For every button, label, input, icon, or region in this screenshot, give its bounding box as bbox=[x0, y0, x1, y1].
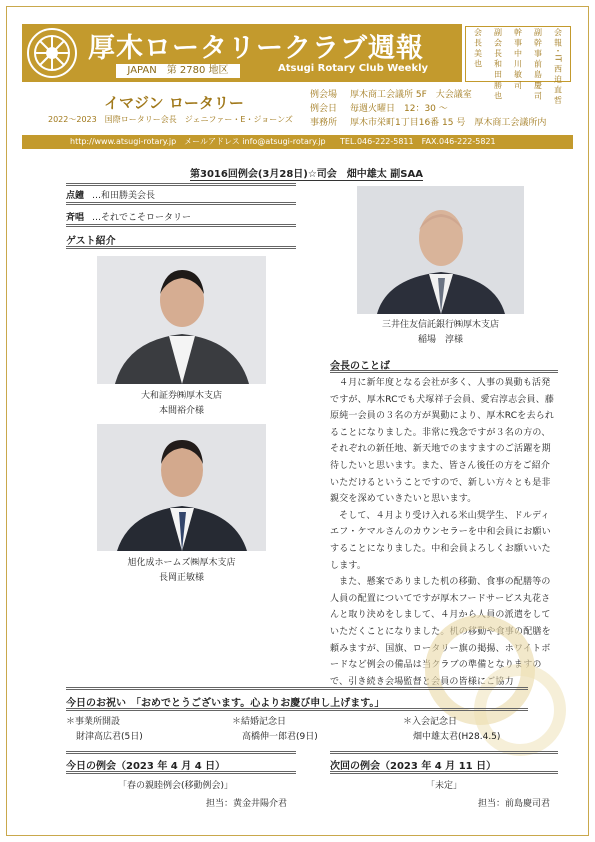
meeting-info-label: 例会日 bbox=[310, 104, 338, 114]
guest-name: 長岡正敏様 bbox=[158, 573, 204, 583]
guest-name: 本間裕介様 bbox=[158, 406, 204, 416]
meeting-info-label: 例会場 bbox=[310, 90, 338, 100]
divider bbox=[66, 183, 296, 186]
speech-paragraph: そして、４月より受け入れる米山奨学生、ドルディエフ・ケマルさんのカウンセラーを中和会員にお願いすることになりました。中和会員よろしくお願いいたします。 bbox=[330, 510, 551, 571]
guest-caption bbox=[97, 556, 266, 586]
rotary-wheel-icon bbox=[26, 27, 78, 79]
celebration-value: 畑中雄太君(H28.4.5) bbox=[413, 732, 501, 742]
officer-entry: 会 報・IT 西 迫 直 哲 bbox=[553, 28, 563, 104]
guest-portrait-icon bbox=[357, 186, 524, 314]
divider bbox=[330, 370, 558, 373]
officer-entry: 会 長 美 也 bbox=[473, 28, 483, 68]
celebration-value: 財津高広君(5日) bbox=[76, 732, 143, 742]
newsletter-title-en: Atsugi Rotary Club Weekly bbox=[278, 63, 429, 74]
guests-heading: ゲスト紹介 bbox=[66, 236, 116, 247]
contact-url[interactable]: http://www.atsugi-rotary.jp メールアドレス info@atsugi-rotary.jp bbox=[70, 137, 326, 146]
divider bbox=[66, 224, 296, 227]
speech-paragraph: また、懸案でありました机の移動、食事の配膳等の人員の配置についてですが厚木フードサービス丸花さんと取り決めをしまして、４月から人員の派遣をしていただくことになりました。机の移動や食事の配膳を頼みますが、国旗、ロータリー旗の掲揚、ホワイトボードなど例会の備品は当クラブの準備となりますので、引き続き会場監督と会員の皆様にご協力 bbox=[330, 577, 551, 687]
celebration-title: ＊事業所開設 bbox=[66, 717, 121, 727]
today-person: 担当：黄金井陽介君 bbox=[206, 799, 288, 809]
today-program: 「春の親睦例会(移動例会)」 bbox=[118, 781, 234, 791]
divider bbox=[66, 751, 296, 754]
divider bbox=[66, 708, 528, 711]
next-program: 「未定」 bbox=[426, 781, 463, 791]
bell-value: …和田勝美会長 bbox=[92, 191, 156, 201]
district-label: JAPAN 第 2780 地区 bbox=[116, 64, 240, 78]
guest-portrait-icon bbox=[97, 256, 266, 384]
celebration-title: ＊入会記念日 bbox=[403, 717, 458, 727]
meeting-info-value: 毎週火曜日 12：30 ～ bbox=[350, 104, 448, 114]
next-person: 担当：前島慶司君 bbox=[478, 799, 551, 809]
guest-photo bbox=[97, 424, 266, 551]
bell-item bbox=[66, 188, 155, 201]
meeting-info bbox=[310, 88, 546, 130]
meeting-info-row bbox=[310, 102, 546, 116]
divider bbox=[330, 751, 558, 754]
divider bbox=[66, 687, 528, 690]
meeting-title: 第3016回例会(3月28日)☆司会 畑中雄太 副SAA bbox=[190, 165, 423, 181]
guest-company: 大和証券㈱厚木支店 bbox=[140, 391, 222, 401]
guest-portrait-icon bbox=[97, 424, 266, 551]
guest-caption bbox=[357, 318, 524, 348]
meeting-info-value: 厚木商工会議所 5F 大会議室 bbox=[350, 90, 472, 100]
divider bbox=[330, 771, 558, 774]
officer-entry: 幹 事 中 川 敏 司 bbox=[513, 28, 523, 89]
officers-box bbox=[465, 26, 571, 104]
song-item bbox=[66, 210, 191, 223]
divider bbox=[66, 246, 296, 249]
meeting-info-value: 厚木市栄町1丁目16番 15 号 厚木商工会議所内 bbox=[350, 118, 547, 128]
guest-company: 旭化成ホームズ㈱厚木支店 bbox=[127, 558, 236, 568]
contact-tel: TEL.046-222-5811 FAX.046-222-5821 bbox=[340, 137, 496, 146]
bell-label: 点鐘 bbox=[66, 191, 85, 201]
song-value: …それでこそロータリー bbox=[92, 213, 192, 223]
guest-caption bbox=[97, 389, 266, 419]
speech-paragraph: ４月に新年度となる会社が多く、人事の異動も活発ですが、厚木RCでも犬塚祥子会員、愛宕淳志会員、藤原純一会員の３名の方が異動により、厚木RCを去られることになりました。非常に残念ですが３名の方の、それぞれの新任地、新天地でのますますのご活躍を期待したいと思います。また、皆さん後任の方をご紹介いただけるということですので、新しい方々とも是非親交を深めていきたいと思います。 bbox=[330, 378, 555, 505]
guest-photo bbox=[357, 186, 524, 314]
speech-heading: 会長のことば bbox=[330, 361, 390, 372]
divider bbox=[66, 202, 296, 205]
contact-bar bbox=[22, 135, 573, 149]
meeting-info-row bbox=[310, 88, 546, 102]
officer-entry: 副 会 長 和 田 勝 也 bbox=[493, 28, 503, 100]
celebration-value: 高橋伸一郎君(9日) bbox=[242, 732, 318, 742]
divider bbox=[66, 771, 296, 774]
theme-term: 2022～2023 国際ロータリー会長 ジェニファー・E・ジョーンズ bbox=[48, 115, 293, 124]
celebration-title: ＊結婚記念日 bbox=[232, 717, 287, 727]
next-heading: 次回の例会（2023 年 4 月 11 日） bbox=[330, 761, 497, 772]
meeting-info-row bbox=[310, 116, 546, 130]
guest-company: 三井住友信託銀行㈱厚木支店 bbox=[381, 320, 499, 330]
officer-entry: 副 幹 事 前 島 慶 司 bbox=[533, 28, 543, 100]
newsletter-title: 厚木ロータリークラブ週報 bbox=[88, 33, 424, 64]
song-label: 斉唱 bbox=[66, 213, 85, 223]
theme-motto: イマジン ロータリー bbox=[104, 94, 244, 112]
guest-photo bbox=[97, 256, 266, 384]
meeting-info-label: 事務所 bbox=[310, 118, 338, 128]
today-heading: 今日の例会（2023 年 4 月 4 日） bbox=[66, 761, 226, 772]
guest-name: 稲場 淳様 bbox=[417, 335, 463, 345]
celebrations-heading: 今日のお祝い 「おめでとうございます。心よりお慶び申し上げます。」 bbox=[66, 698, 385, 709]
